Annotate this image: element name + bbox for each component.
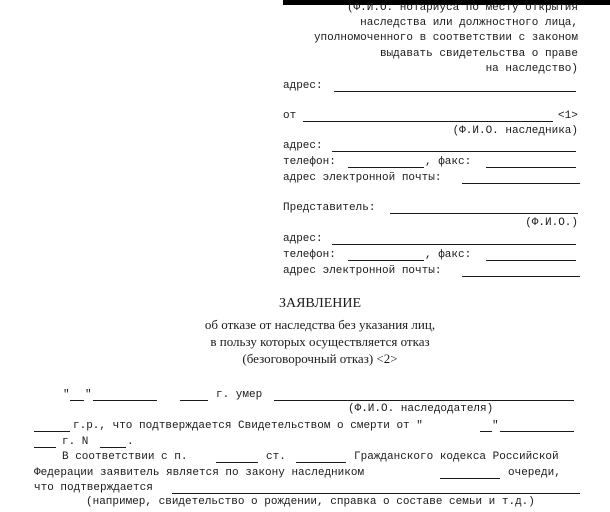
birth-text: г.р., что подтверждается Свидетельством о смерти от "	[73, 420, 423, 432]
clause-line[interactable]	[216, 462, 258, 463]
representative-name-line[interactable]	[390, 213, 578, 214]
rep-fax-label: , факс:	[425, 249, 472, 261]
article-line[interactable]	[296, 462, 346, 463]
notary-caption-line-3: уполномоченного в соответствии с законом	[313, 32, 578, 44]
rep-address-line[interactable]	[332, 244, 576, 245]
died-text: г. умер	[216, 389, 263, 401]
number-text: г. N	[62, 436, 89, 448]
date-day-line[interactable]	[70, 400, 84, 401]
certificate-day-line[interactable]	[480, 431, 492, 432]
rep-email-label: адрес электронной почты:	[283, 265, 442, 277]
accordance-text: В соответствии с п.	[62, 451, 188, 463]
rep-email-line[interactable]	[462, 276, 580, 277]
rep-fax-line[interactable]	[486, 260, 576, 261]
deceased-name-line[interactable]	[274, 400, 574, 401]
birth-year-line[interactable]	[34, 431, 70, 432]
birth-quote-close: "	[492, 420, 499, 432]
example-caption: (например, свидетельство о рождении, справка о составе семьи и т.д.)	[86, 496, 535, 508]
title-line-4: (безоговорочный отказ) <2>	[242, 351, 398, 366]
notary-caption-line-2: наследства или должностного лица,	[360, 17, 578, 29]
certificate-month-line[interactable]	[500, 431, 574, 432]
footnote-1: <1>	[558, 110, 578, 122]
rep-phone-line[interactable]	[348, 260, 424, 261]
certificate-year-line[interactable]	[34, 447, 56, 448]
representative-label: Представитель:	[283, 202, 376, 214]
date-quote-close: "	[85, 389, 92, 401]
order-text: очереди,	[508, 467, 561, 479]
heir-address-line[interactable]	[332, 151, 576, 152]
heir-phone-line[interactable]	[348, 167, 424, 168]
heir-caption: (Ф.И.О. наследника)	[452, 125, 578, 137]
title-line-3: в пользу которых осуществляется отказ	[210, 334, 430, 349]
notary-address-line[interactable]	[334, 91, 576, 92]
heir-fax-label: , факс:	[425, 156, 472, 168]
notary-caption-line-5: на наследство)	[485, 63, 578, 75]
notary-caption-line-4: выдавать свидетельства о праве	[379, 48, 578, 60]
certificate-number-line[interactable]	[100, 447, 126, 448]
notary-caption-line-1: (Ф.И.О. нотариуса по месту открытия	[346, 2, 578, 14]
heir-address-label: адрес:	[283, 140, 323, 152]
heir-email-label: адрес электронной почты:	[283, 172, 442, 184]
date-year-line[interactable]	[180, 400, 208, 401]
rep-phone-label: телефон:	[283, 249, 336, 261]
confirmed-text: что подтверждается	[34, 482, 153, 494]
title-line-2: об отказе от наследства без указания лиц,	[204, 317, 436, 332]
heir-phone-label: телефон:	[283, 156, 336, 168]
code-text: Гражданского кодекса Российской	[354, 451, 559, 463]
date-quote-open: "	[63, 389, 70, 401]
notary-address-label: адрес:	[283, 80, 323, 92]
heir-email-line[interactable]	[462, 183, 580, 184]
document-title: ЗАЯВЛЕНИЕ	[278, 296, 362, 311]
rep-address-label: адрес:	[283, 233, 323, 245]
number-end: .	[127, 436, 134, 448]
from-label: от	[283, 110, 297, 122]
representative-caption: (Ф.И.О.)	[525, 217, 578, 229]
deceased-caption: (Ф.И.О. наследодателя)	[348, 403, 494, 415]
article-text: ст.	[266, 451, 286, 463]
confirmation-document-line[interactable]	[172, 493, 580, 494]
federation-text: Федерации заявитель является по закону наследником	[34, 467, 365, 479]
heir-fax-line[interactable]	[486, 167, 576, 168]
order-line[interactable]	[440, 478, 500, 479]
date-month-line[interactable]	[93, 400, 157, 401]
heir-name-line[interactable]	[303, 121, 553, 122]
